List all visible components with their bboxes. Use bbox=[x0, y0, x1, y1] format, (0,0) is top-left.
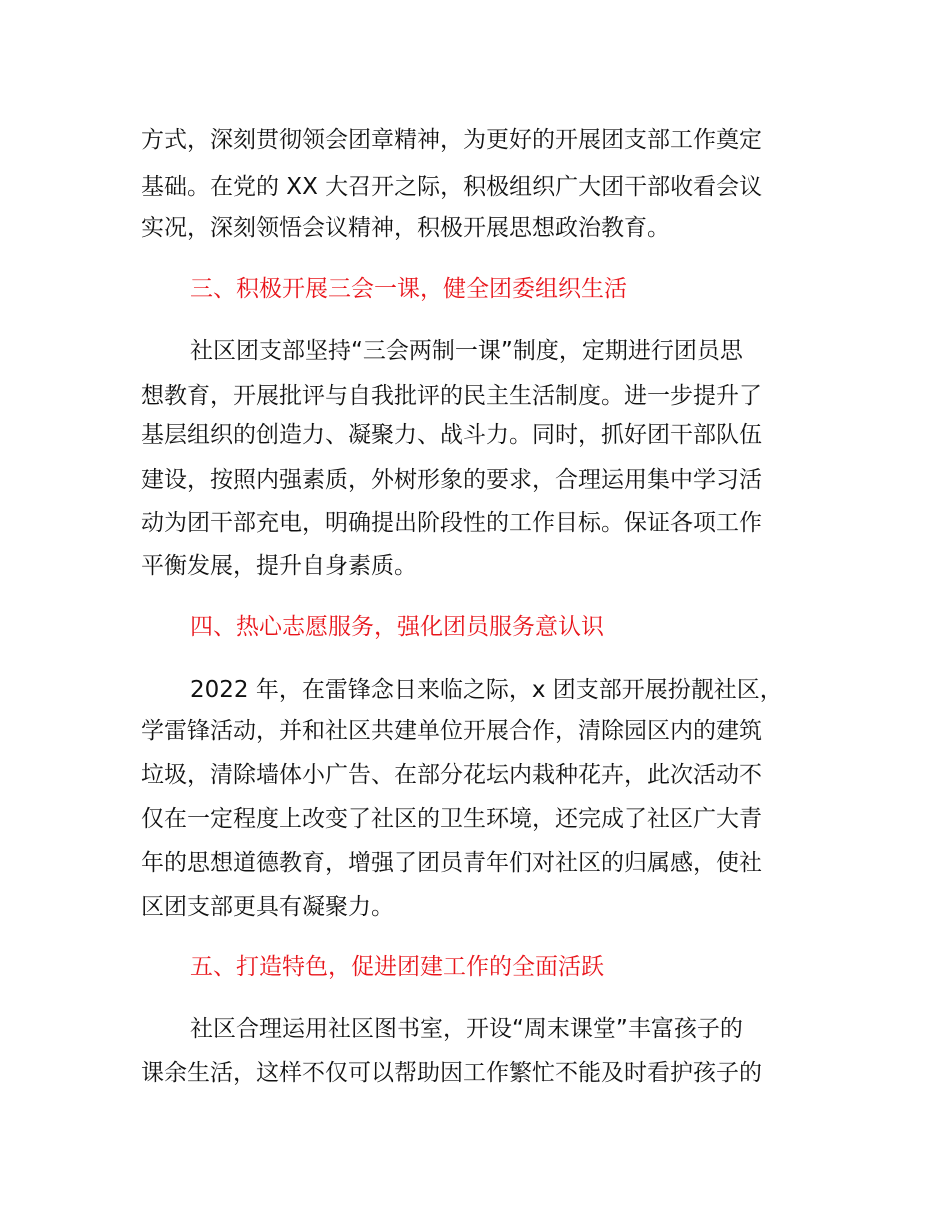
paragraph-3-line-1: 2022 年，在雷锋念日来临之际，x 团支部开展扮靓社区， bbox=[190, 677, 783, 703]
section-heading-4: 四、热心志愿服务，强化团员服务意认识 bbox=[190, 614, 604, 640]
paragraph-2-line-6: 平衡发展，提升自身素质。 bbox=[141, 553, 417, 579]
paragraph-3-line-4: 仅在一定程度上改变了社区的卫生环境，还完成了社区广大青 bbox=[141, 806, 762, 832]
paragraph-2-line-5: 动为团干部充电，明确提出阶段性的工作目标。保证各项工作 bbox=[141, 510, 762, 536]
paragraph-3-line-5: 年的思想道德教育，增强了团员青年们对社区的归属感，使社 bbox=[141, 850, 762, 876]
paragraph-2-line-4: 建设，按照内强素质，外树形象的要求，合理运用集中学习活 bbox=[141, 467, 762, 493]
section-heading-3: 三、积极开展三会一课，健全团委组织生活 bbox=[190, 276, 627, 302]
paragraph-2-line-1: 社区团支部坚持“三会两制一课”制度，定期进行团员思 bbox=[190, 338, 743, 364]
paragraph-1-line-3: 实况，深刻领悟会议精神，积极开展思想政治教育。 bbox=[141, 215, 670, 241]
paragraph-3-line-6: 区团支部更具有凝聚力。 bbox=[141, 894, 394, 920]
paragraph-1-line-1: 方式，深刻贯彻领会团章精神，为更好的开展团支部工作奠定 bbox=[141, 127, 762, 153]
section-heading-5: 五、打造特色，促进团建工作的全面活跃 bbox=[190, 954, 604, 980]
paragraph-4-line-2: 课余生活，这样不仅可以帮助因工作繁忙不能及时看护孩子的 bbox=[141, 1060, 762, 1086]
paragraph-2-line-2: 想教育，开展批评与自我批评的民主生活制度。进一步提升了 bbox=[141, 383, 762, 409]
paragraph-2-line-3: 基层组织的创造力、凝聚力、战斗力。同时，抓好团干部队伍 bbox=[141, 422, 762, 448]
paragraph-1-line-2: 基础。在党的 XX 大召开之际，积极组织广大团干部收看会议 bbox=[141, 174, 763, 200]
paragraph-3-line-2: 学雷锋活动，并和社区共建单位开展合作，清除园区内的建筑 bbox=[141, 718, 762, 744]
paragraph-3-line-3: 垃圾，清除墙体小广告、在部分花坛内栽种花卉，此次活动不 bbox=[141, 762, 762, 788]
paragraph-4-line-1: 社区合理运用社区图书室，开设“周末课堂”丰富孩子的 bbox=[190, 1016, 743, 1042]
